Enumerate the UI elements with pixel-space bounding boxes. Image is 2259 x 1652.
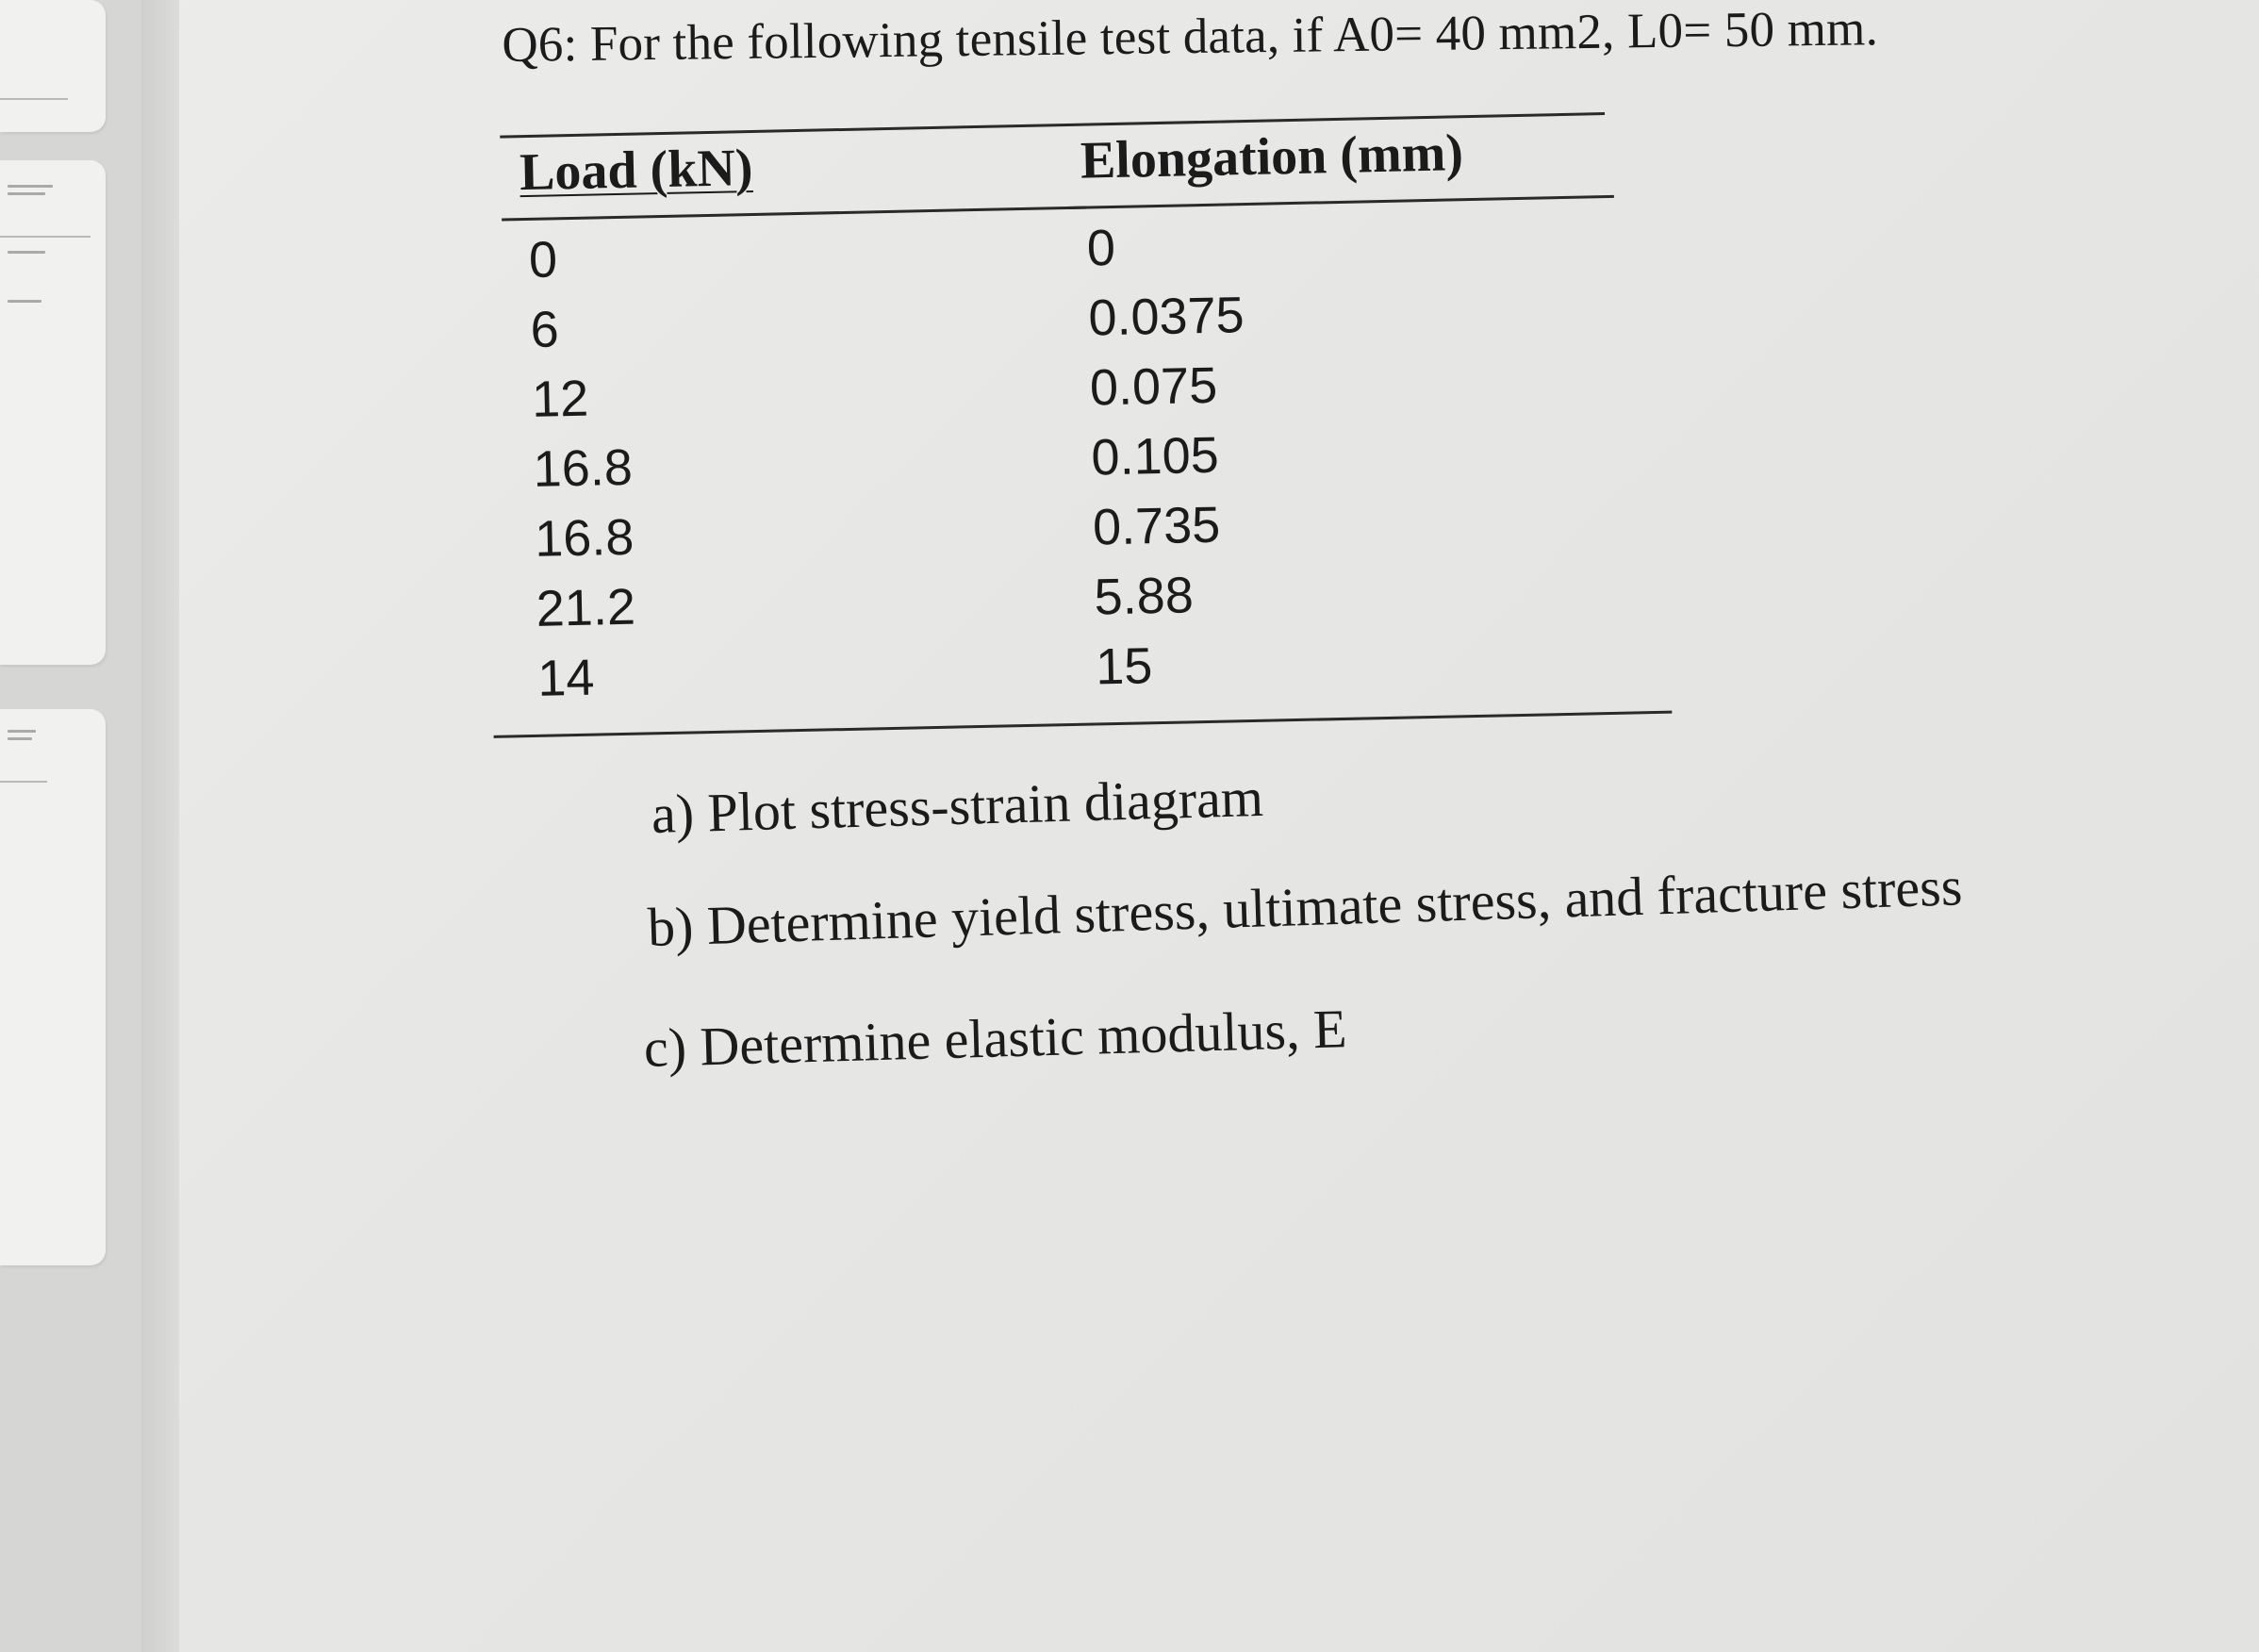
part-a-text: a) Plot stress-strain diagram <box>651 766 1264 845</box>
table-body <box>483 202 1672 715</box>
elongation-cell: 0.105 <box>1090 426 1220 487</box>
elongation-cell: 15 <box>1095 637 1153 696</box>
elongation-cell: 0 <box>1086 219 1116 277</box>
table-bottom-rule <box>494 711 1673 738</box>
elongation-cell: 0.075 <box>1089 356 1218 417</box>
load-cell: 0 <box>528 231 558 289</box>
load-cell: 6 <box>529 301 560 358</box>
elongation-cell: 5.88 <box>1094 567 1195 626</box>
thumbnail-preview-line <box>8 737 32 740</box>
thumbnail-preview-line <box>8 300 41 303</box>
load-cell: 12 <box>531 370 589 428</box>
column-header-load: Load (kN) <box>519 138 754 203</box>
load-cell: 16.8 <box>534 508 635 568</box>
thumbnail-sidebar <box>0 0 179 1652</box>
thumbnail-preview-line <box>8 192 45 195</box>
load-cell: 21.2 <box>536 578 636 637</box>
column-header-elongation: Elongation (mm) <box>1080 124 1464 190</box>
page-thumbnail[interactable] <box>0 160 106 665</box>
thumbnail-preview-line <box>8 251 45 254</box>
elongation-cell: 0.0375 <box>1087 287 1245 347</box>
page-thumbnail[interactable] <box>0 709 106 1265</box>
thumbnail-preview-line <box>8 185 53 188</box>
document-page <box>179 0 2259 1652</box>
part-c-text: c) Determine elastic modulus, E <box>643 998 1348 1079</box>
load-cell: 16.8 <box>533 438 634 498</box>
thumbnail-preview-line <box>8 730 36 733</box>
page-thumbnail[interactable] <box>0 0 106 132</box>
part-b-text: b) Determine yield stress, ultimate stress, and fracture stress <box>647 855 1964 958</box>
tensile-data-table <box>481 99 1691 746</box>
thumbnail-divider <box>0 781 47 783</box>
question-title: Q6: For the following tensile test data, if A0= 40 mm2, L0= 50 mm. <box>502 1 1879 73</box>
load-cell: 14 <box>536 649 596 707</box>
thumbnail-divider <box>0 98 68 100</box>
sidebar-edge <box>141 0 179 1652</box>
thumbnail-divider <box>0 236 91 238</box>
elongation-cell: 0.735 <box>1092 496 1221 556</box>
